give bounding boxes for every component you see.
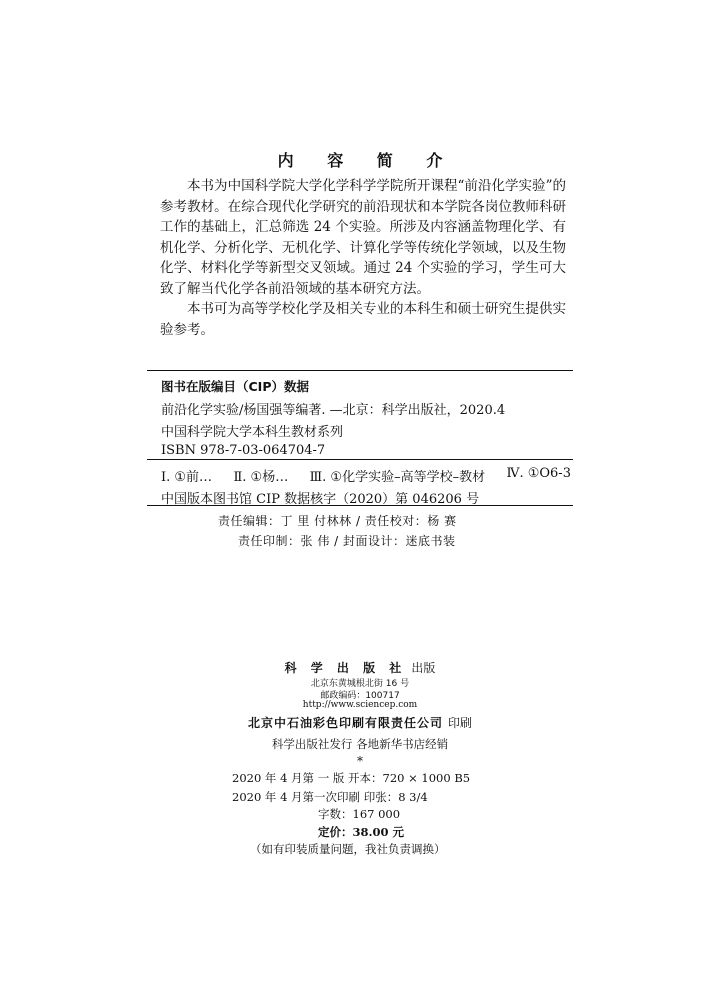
intro-paragraph-1: 本书为中国科学院大学化学科学学院所开课程“前沿化学实验”的参考教材。在综合现代化学研究的前沿现状和本学院各岗位教师科研工作的基础上，汇总筛选 24 个实验。所涉及内容涵盖物理化学、有机化学、分析化学、无机化学、计算化学等传统化学领域，以及生物化学、材料化学等新型交叉领域。通过 24 个实验的学习，学生可大致了解当代化学各前沿领域的基本研究方法。 xyxy=(160,178,566,297)
page-title: 内 容 简 介 xyxy=(277,151,457,170)
edition-line: 2020 年 4 月第 一 版 开本：720 × 1000 B5 xyxy=(232,771,471,785)
word-count: 字数：167 000 xyxy=(318,807,401,821)
cip-heading: 图书在版编目（CIP）数据 xyxy=(161,379,309,394)
cip-class-4: Ⅳ. ①O6-3 xyxy=(506,466,571,481)
cip-classification xyxy=(161,466,571,485)
cip-class-1: Ⅰ. ①前… xyxy=(161,470,213,485)
price: 定价：38.00 元 xyxy=(318,825,405,839)
publisher-address: 北京东黄城根北街 16 号 xyxy=(310,679,410,689)
publisher-line xyxy=(0,657,720,676)
intro-section xyxy=(160,176,566,340)
printing-line: 2020 年 4 月第一次印刷 印张：8 3/4 xyxy=(232,790,428,804)
quality-note: （如有印装质量问题，我社负责调换） xyxy=(250,842,446,856)
distribution-line: 科学出版社发行 各地新华书店经销 xyxy=(271,737,449,751)
cip-bottom-rule xyxy=(147,505,573,506)
cip-isbn: ISBN 978-7-03-064704-7 xyxy=(161,443,326,458)
printer-suffix: 印刷 xyxy=(448,716,473,730)
cip-number: 中国版本图书馆 CIP 数据核字（2020）第 046206 号 xyxy=(161,492,480,507)
cip-top-rule xyxy=(147,370,573,371)
intro-paragraph-2: 本书可为高等学校化学及相关专业的本科生和硕士研究生提供实验参考。 xyxy=(160,301,566,338)
printer-name: 北京中石油彩色印刷有限责任公司 xyxy=(247,716,443,730)
cip-mid-rule xyxy=(147,459,573,460)
publisher-name: 科 学 出 版 社 xyxy=(284,661,407,675)
cip-class-2: Ⅱ. ①杨… xyxy=(233,470,289,485)
publisher-url: http://www.sciencep.com xyxy=(302,700,418,710)
cip-title-line: 前沿化学实验/杨国强等编著. —北京：科学出版社，2020.4 xyxy=(161,403,506,418)
editors-line-1: 责任编辑：丁 里 付林林 / 责任校对：杨 赛 xyxy=(218,514,457,528)
separator-star: * xyxy=(357,754,363,768)
editors-line-2: 责任印制：张 伟 / 封面设计：迷底书装 xyxy=(238,534,456,548)
publisher-postcode: 邮政编码：100717 xyxy=(320,691,400,701)
cip-class-3: Ⅲ. ①化学实验–高等学校–教材 xyxy=(309,470,486,485)
publisher-suffix: 出版 xyxy=(411,661,436,675)
printer-line xyxy=(0,712,720,731)
cip-series-line: 中国科学院大学本科生教材系列 xyxy=(161,425,344,440)
